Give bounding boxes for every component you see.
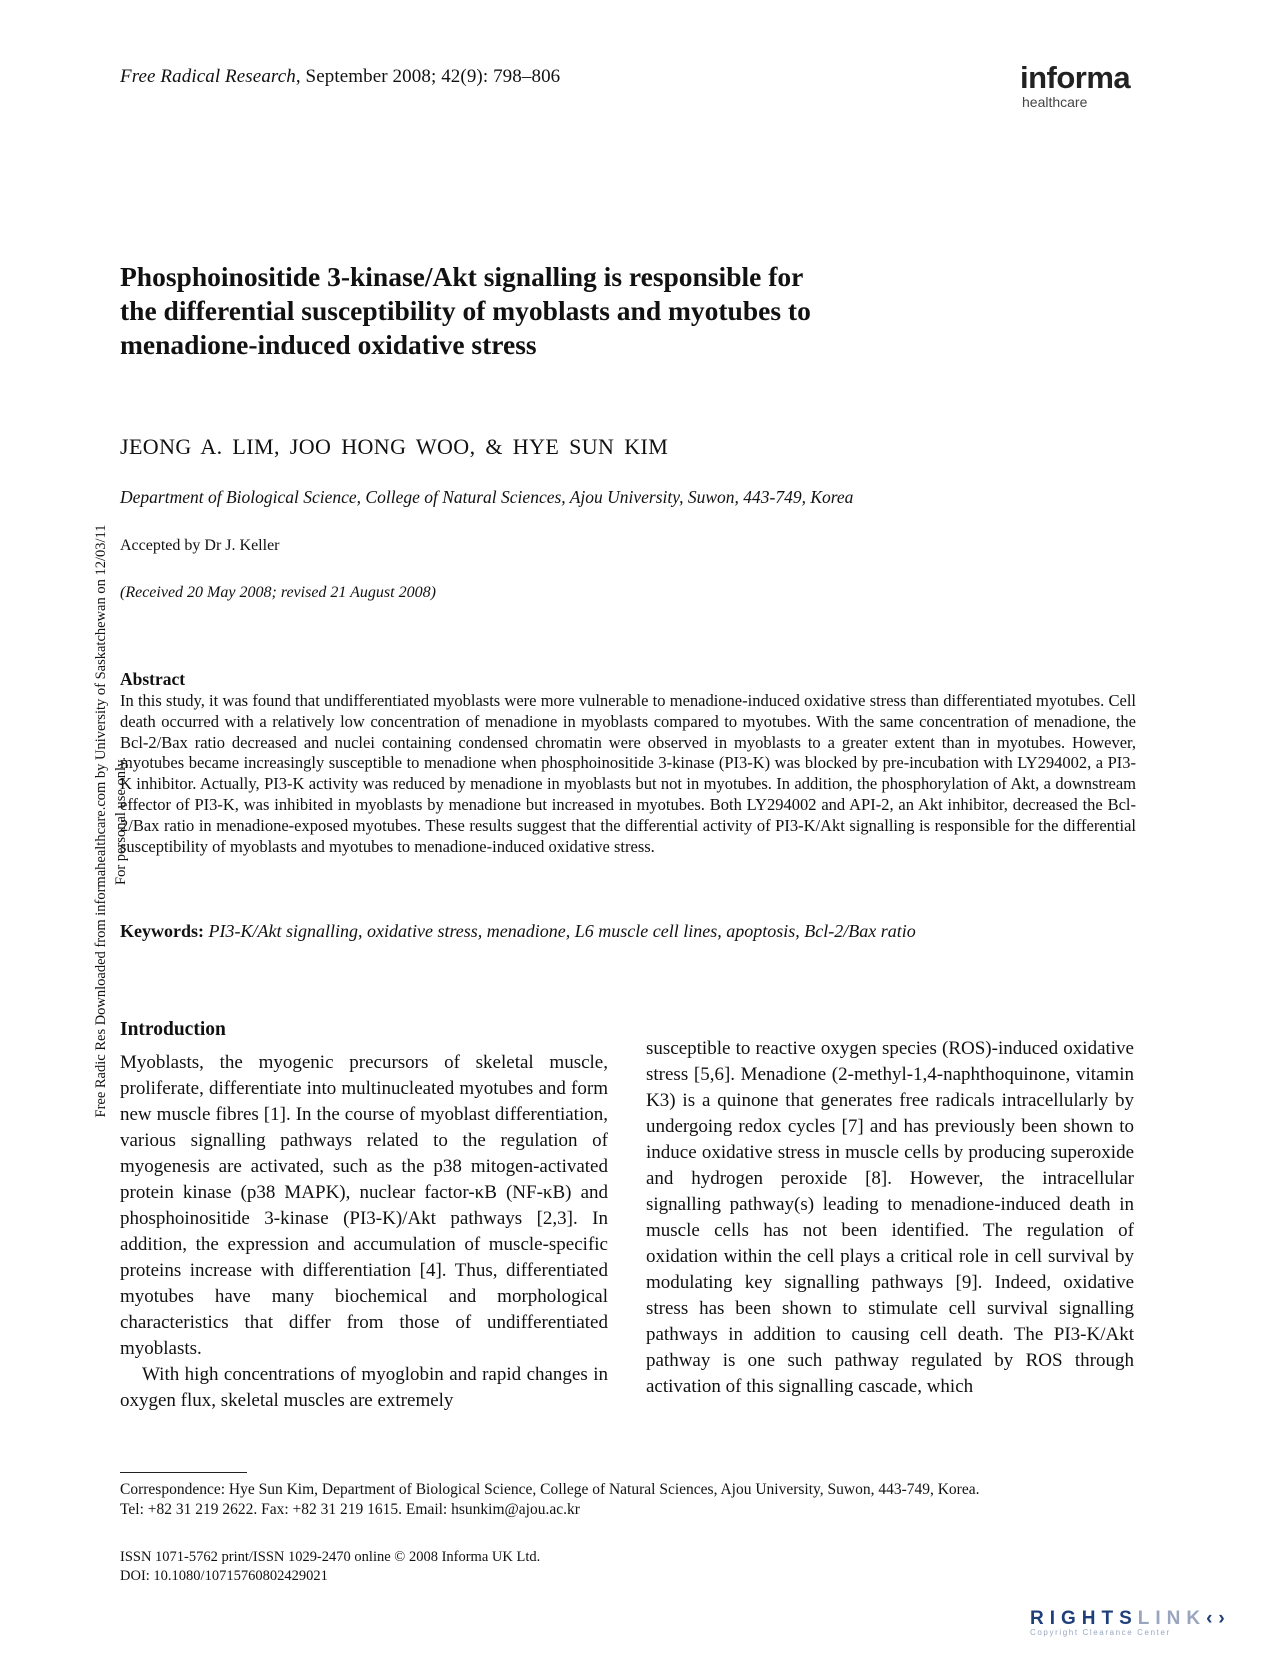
rightslink-logo[interactable] (1030, 1608, 1264, 1637)
footnote-line: Correspondence: Hye Sun Kim, Department of Biological Science, College of Natural Sciences, Ajou University, Suwon, 443-749, Korea. (120, 1481, 980, 1498)
footnote-line: Tel: +82 31 219 2622. Fax: +82 31 219 1615. Email: hsunkim@ajou.ac.kr (120, 1501, 580, 1518)
correspondence-footnote (120, 1480, 1140, 1520)
publisher-logo-name: informa (1020, 60, 1131, 95)
journal-citation: , September 2008; 42(9): 798–806 (295, 66, 561, 87)
body-paragraph: With high concentrations of myoglobin and rapid changes in oxygen flux, skeletal muscles are extremely (120, 1364, 608, 1411)
publisher-logo (1020, 62, 1160, 110)
body-paragraph: susceptible to reactive oxygen species (ROS)-induced oxidative stress [5,6]. Menadione (2-methyl-1,4-naphthoquinone, vitamin K3) is a quinone that generates free radicals intracellularly by undergoing redox cycles [7] and has previously been shown to induce oxidative stress in muscle cells by producing superoxide and hydrogen peroxide [8]. However, the intracellular signalling pathway(s) leading to menadione-induced death in muscle cells has not been identified. The regulation of oxidation within the cell plays a critical role in cell survival by modulating key signalling pathways [9]. Indeed, oxidative stress has been shown to stimulate cell survival signalling pathways in addition to causing cell death. The PI3-K/Akt pathway is one such pathway regulated by ROS through activation of this signalling cascade, which (646, 1038, 1134, 1397)
body-column-right (646, 1036, 1134, 1400)
article-title-line: the differential susceptibility of myoblasts and myotubes to (120, 295, 811, 326)
journal-name: Free Radical Research (120, 66, 296, 87)
doi-line: DOI: 10.1080/10715760802429021 (120, 1568, 328, 1584)
article-title-line: menadione-induced oxidative stress (120, 329, 537, 360)
rightslink-chevrons-icon: ‹› (1206, 1608, 1231, 1629)
publisher-logo-subtitle: healthcare (1022, 94, 1088, 110)
footnote-divider (120, 1472, 247, 1473)
section-heading-introduction: Introduction (120, 1019, 226, 1040)
journal-header (120, 66, 560, 88)
rightslink-logo-text: RIGHTSLINK‹› (1030, 1608, 1231, 1629)
received-dates: (Received 20 May 2008; revised 21 August 2008) (120, 584, 436, 601)
keywords-label: Keywords: (120, 921, 204, 941)
download-stamp-line: Free Radic Res Downloaded from informahealthcare.com by University of Saskatchewan on 12/03/11 (93, 524, 109, 1118)
author-affiliation: Department of Biological Science, College of Natural Sciences, Ajou University, Suwon, 443-749, Korea (120, 487, 854, 507)
rightslink-logo-subtitle: Copyright Clearance Center (1030, 1628, 1171, 1637)
article-title-line: Phosphoinositide 3-kinase/Akt signalling is responsible for (120, 261, 804, 292)
download-stamp-line: For personal use only. (113, 757, 129, 885)
issn-line: ISSN 1071-5762 print/ISSN 1029-2470 online © 2008 Informa UK Ltd. (120, 1549, 541, 1565)
author-list: JEONG A. LIM, JOO HONG WOO, & HYE SUN KIM (120, 434, 669, 459)
abstract-heading: Abstract (120, 669, 186, 689)
body-column-left (120, 1018, 608, 1414)
keywords (120, 921, 1140, 942)
accepted-by: Accepted by Dr J. Keller (120, 537, 280, 554)
abstract-text: In this study, it was found that undifferentiated myoblasts were more vulnerable to menadione-induced oxidative stress than differentiated myotubes. Cell death occurred with a relatively low concentration of menadione in myoblasts compared to myotubes. With the same concentration of menadione, the Bcl-2/Bax ratio decreased and nuclei containing condensed chromatin were observed in myoblasts to a greater extent than in myotubes. However, myotubes became increasingly susceptible to menadione when phosphoinositide 3-kinase (PI3-K) was blocked by pre-incubation with LY294002, a PI3-K inhibitor. Actually, PI3-K activity was reduced by menadione in myoblasts but not in myotubes. In addition, the phosphorylation of Akt, a downstream effector of PI3-K, was inhibited in myoblasts by menadione but increased in myotubes. Both LY294002 and API-2, an Akt inhibitor, decreased the Bcl-2/Bax ratio in menadione-exposed myotubes. These results suggest that the differential activity of PI3-K/Akt signalling is responsible for the differential susceptibility of myoblasts and myotubes to menadione-induced oxidative stress. (120, 691, 1136, 856)
body-paragraph: Myoblasts, the myogenic precursors of skeletal muscle, proliferate, differentiate into multinucleated myotubes and form new muscle fibres [1]. In the course of myoblast differentiation, various signalling pathways related to the regulation of myogenesis are activated, such as the p38 mitogen-activated protein kinase (p38 MAPK), nuclear factor-κB (NF-κB) and phosphoinositide 3-kinase (PI3-K)/Akt pathways [2,3]. In addition, the expression and accumulation of muscle-specific proteins increase with differentiation [4]. Thus, differentiated myotubes have many biochemical and morphological characteristics that differ from those of undifferentiated myoblasts. (120, 1052, 608, 1359)
issn-doi (120, 1548, 540, 1586)
download-stamp (91, 501, 133, 1141)
keywords-list: PI3-K/Akt signalling, oxidative stress, menadione, L6 muscle cell lines, apoptosis, Bcl-2/Bax ratio (208, 921, 916, 941)
article-title (120, 260, 1080, 362)
